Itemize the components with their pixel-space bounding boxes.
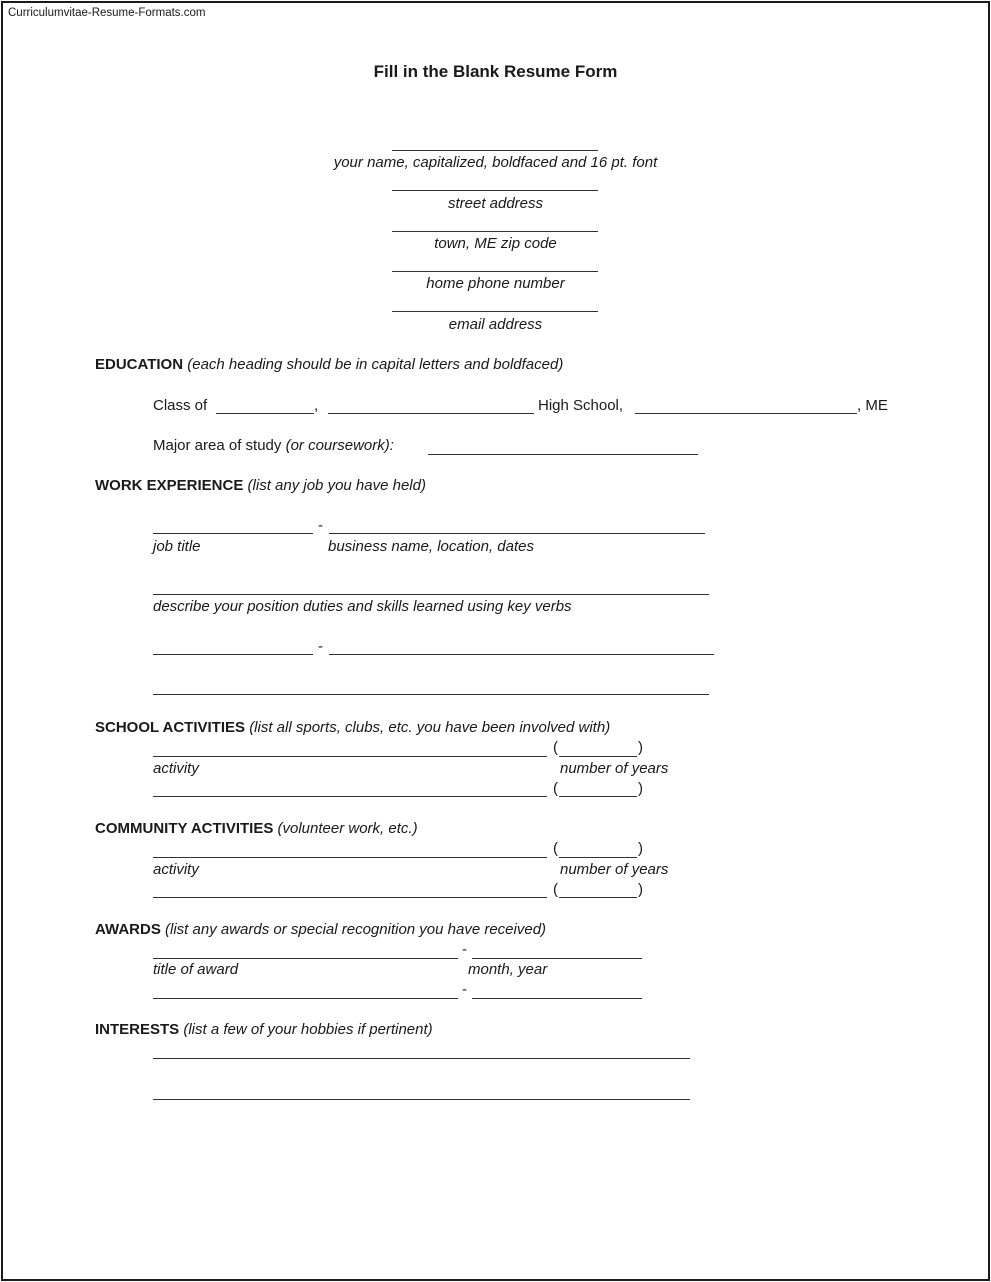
- interests-note: (list a few of your hobbies if pertinent): [183, 1021, 433, 1038]
- town-blank[interactable]: [392, 231, 598, 232]
- major-label-line: [153, 437, 394, 455]
- school-activity-label: activity: [153, 760, 199, 777]
- award-title-label: title of award: [153, 961, 239, 978]
- community-years-close-1: ): [638, 840, 643, 857]
- community-activity-blank-2[interactable]: [153, 897, 547, 898]
- interests-blank-1[interactable]: [153, 1058, 690, 1059]
- page-title: Fill in the Blank Resume Form: [373, 62, 618, 81]
- award-title-blank-2[interactable]: [153, 998, 458, 999]
- awards-dash-1: -: [462, 941, 467, 958]
- work-heading: WORK EXPERIENCE: [95, 477, 244, 494]
- awards-header: [95, 921, 546, 939]
- street-blank[interactable]: [392, 190, 598, 191]
- interests-blank-2[interactable]: [153, 1099, 690, 1100]
- high-school-name-blank[interactable]: [328, 413, 534, 414]
- town-field-label: town, ME zip code: [434, 235, 557, 252]
- town-school-blank[interactable]: [635, 413, 857, 414]
- community-activity-blank-1[interactable]: [153, 857, 547, 858]
- school-years-blank-2[interactable]: [559, 796, 637, 797]
- school-activities-heading: SCHOOL ACTIVITIES: [95, 719, 246, 736]
- community-years-blank-1[interactable]: [559, 857, 637, 858]
- email-blank[interactable]: [392, 311, 598, 312]
- award-title-blank-1[interactable]: [153, 958, 458, 959]
- community-activities-heading: COMMUNITY ACTIVITIES: [95, 820, 274, 837]
- community-years-blank-2[interactable]: [559, 897, 637, 898]
- business-blank-2[interactable]: [329, 654, 714, 655]
- duties-label: describe your position duties and skills learned using key verbs: [153, 598, 572, 615]
- interests-header: [95, 1021, 433, 1039]
- email-field-label: email address: [448, 316, 543, 333]
- high-school-label: High School,: [538, 397, 624, 414]
- awards-heading: AWARDS: [95, 921, 161, 938]
- phone-blank[interactable]: [392, 271, 598, 272]
- school-years-open-1: (: [553, 739, 558, 756]
- street-field-label: street address: [447, 195, 544, 212]
- school-years-label: number of years: [560, 760, 669, 777]
- job-title-blank-2[interactable]: [153, 654, 313, 655]
- job-title-label: job title: [153, 538, 201, 555]
- watermark-text: Curriculumvitae-Resume-Formats.com: [8, 7, 206, 19]
- class-comma: ,: [314, 397, 319, 414]
- class-year-blank[interactable]: [216, 413, 314, 414]
- community-years-label: number of years: [560, 861, 669, 878]
- page-border: [1, 1, 990, 1281]
- community-activity-label: activity: [153, 861, 199, 878]
- award-date-blank-2[interactable]: [472, 998, 642, 999]
- award-date-label: month, year: [468, 961, 548, 978]
- education-heading: EDUCATION: [95, 356, 184, 373]
- school-years-open-2: (: [553, 780, 558, 797]
- major-note: (or coursework):: [285, 437, 394, 454]
- work-dash-2: -: [318, 638, 323, 655]
- community-activities-header: [95, 820, 418, 838]
- education-section-header: [95, 356, 563, 374]
- phone-field-label: home phone number: [426, 275, 565, 292]
- duties-blank-2[interactable]: [153, 694, 709, 695]
- school-activity-blank-1[interactable]: [153, 756, 547, 757]
- community-activities-note: (volunteer work, etc.): [277, 820, 418, 837]
- business-label: business name, location, dates: [328, 538, 534, 555]
- school-years-close-1: ): [638, 739, 643, 756]
- name-field-label: your name, capitalized, boldfaced and 16 pt. font: [333, 154, 658, 171]
- school-activities-header: [95, 719, 610, 737]
- community-years-open-2: (: [553, 881, 558, 898]
- interests-heading: INTERESTS: [95, 1021, 180, 1038]
- work-dash-1: -: [318, 517, 323, 534]
- name-blank[interactable]: [392, 150, 598, 151]
- school-years-blank-1[interactable]: [559, 756, 637, 757]
- state-label: , ME: [857, 397, 888, 414]
- school-activities-note: (list all sports, clubs, etc. you have been involved with): [249, 719, 611, 736]
- awards-note: (list any awards or special recognition you have received): [165, 921, 547, 938]
- work-note: (list any job you have held): [247, 477, 426, 494]
- major-blank[interactable]: [428, 454, 698, 455]
- community-years-open-1: (: [553, 840, 558, 857]
- award-date-blank-1[interactable]: [472, 958, 642, 959]
- education-note: (each heading should be in capital letters and boldfaced): [187, 356, 564, 373]
- school-years-close-2: ): [638, 780, 643, 797]
- job-title-blank-1[interactable]: [153, 533, 313, 534]
- major-label: Major area of study: [153, 437, 282, 454]
- school-activity-blank-2[interactable]: [153, 796, 547, 797]
- awards-dash-2: -: [462, 981, 467, 998]
- class-of-label: Class of: [153, 397, 208, 414]
- community-years-close-2: ): [638, 881, 643, 898]
- duties-blank-1[interactable]: [153, 594, 709, 595]
- work-section-header: [95, 477, 426, 495]
- business-blank-1[interactable]: [329, 533, 705, 534]
